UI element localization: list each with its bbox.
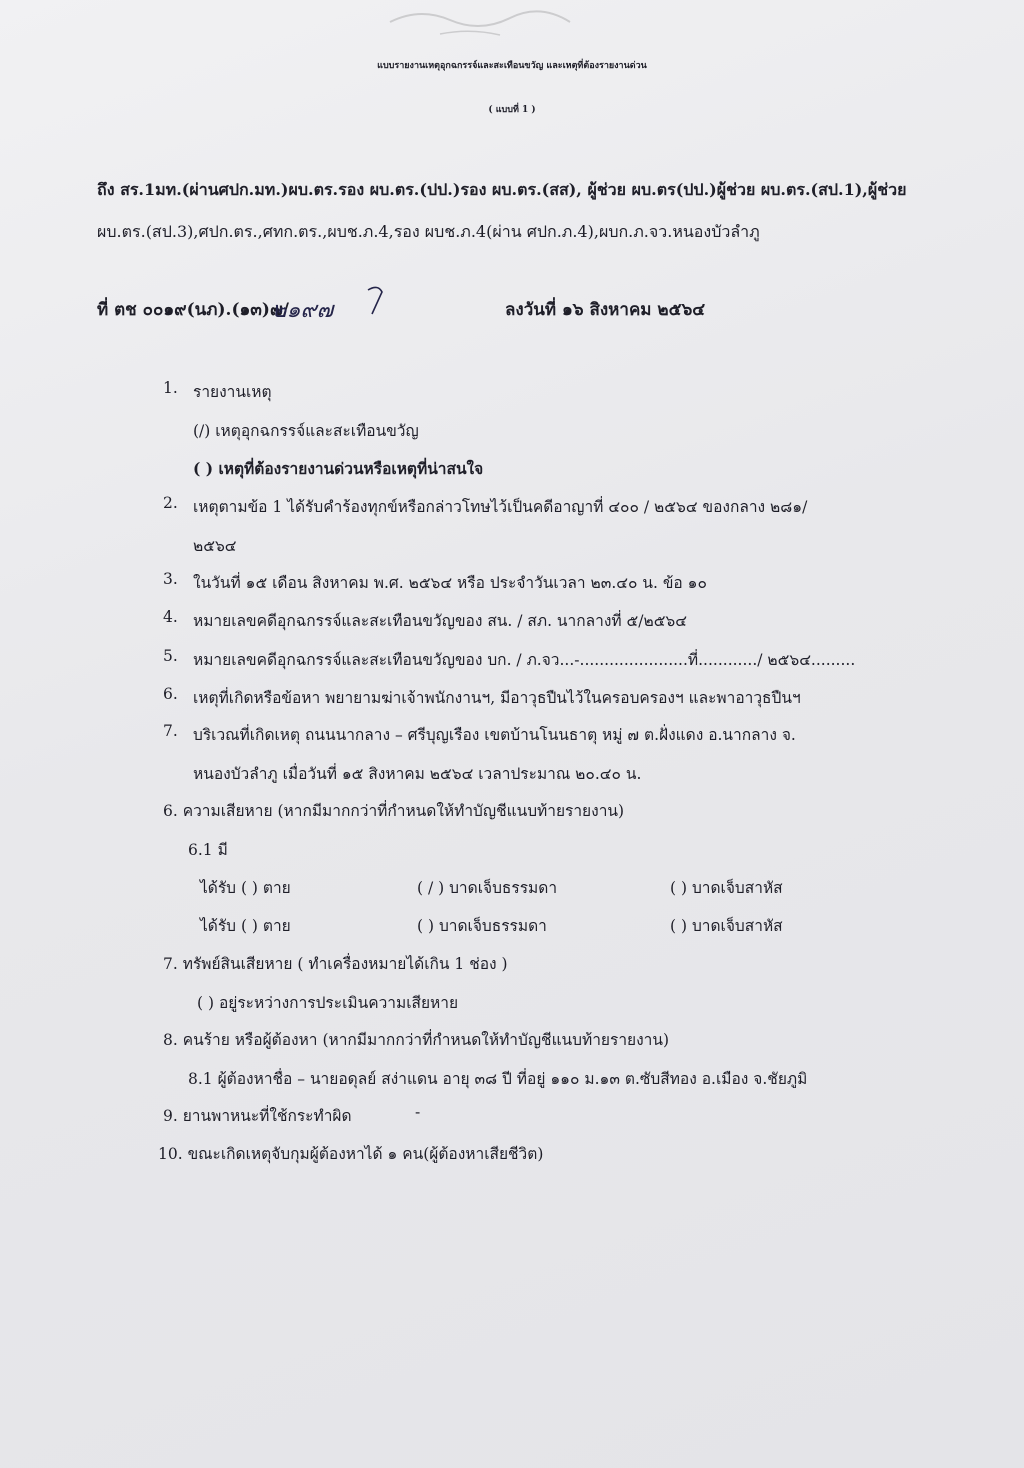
item-7-number: 7. [163,722,178,740]
item-6-text: เหตุที่เกิดหรือข้อหา พยายามฆ่าเจ้าพนักงานฯ, มีอาวุธปืนไว้ในครอบครองฯ และพาอาวุธปืนฯ [193,689,801,707]
faded-stamp-mark [380,2,580,42]
item-4-number: 4. [163,608,178,626]
item-3-text: ในวันที่ ๑๕ เดือน สิงหาคม พ.ศ. ๒๕๖๔ หรือ ประจำวันเวลา ๒๓.๔๐ น. ข้อ ๑๐ [193,574,707,592]
form-title: แบบรายงานเหตุอุกฉกรรจ์และสะเทือนขวัญ และเหตุที่ต้องรายงานด่วน [377,61,647,71]
reference-date: ลงวันที่ ๑๖ สิงหาคม ๒๕๖๔ [505,300,706,320]
item-1-text: รายงานเหตุ [193,383,272,401]
item-3-number: 3. [163,570,178,588]
suspect-detail: 8.1 ผู้ต้องหาชื่อ – นายอดุลย์ สง่าแดน อายุ ๓๘ ปี ที่อยู่ ๑๑๐ ม.๑๓ ต.ซับสีทอง อ.เมือง จ.ชัยภูมิ [188,1070,808,1088]
arrest-text: 10. ขณะเกิดเหตุจับกุมผู้ต้องหาได้ ๑ คน(ผู้ต้องหาเสียชีวิต) [158,1145,544,1163]
item-1-number: 1. [163,379,178,397]
damage-row2-minor-injury: ( ) บาดเจ็บธรรมดา [417,917,547,935]
recipients-line-2: ผบ.ตร.(สป.3),ศปก.ตร.,ศทก.ตร.,ผบช.ภ.4,รอง ผบช.ภ.4(ผ่าน ศปก.ภ.4),ผบก.ภ.จว.หนองบัวลำภู [97,222,760,241]
handwritten-number: ๒๑๙๗ [272,298,334,323]
damage-sub: 6.1 มี [188,841,228,859]
damage-row2-serious-injury: ( ) บาดเจ็บสาหัส [670,917,783,935]
item-1-option-a: (/) เหตุอุกฉกรรจ์และสะเทือนขวัญ [193,422,419,440]
item-2-text-cont: ๒๕๖๔ [193,537,237,555]
item-4-text: หมายเลขคดีอุกฉกรรจ์และสะเทือนขวัญของ สน. / สภ. นากลางที่ ๕/๒๕๖๔ [193,612,688,630]
item-6-number: 6. [163,685,178,703]
item-5-number: 5. [163,647,178,665]
item-5-text: หมายเลขคดีอุกฉกรรจ์และสะเทือนขวัญของ บก. / ภ.จว...-......................ที่............/ ๒๕๖๔......... [193,651,856,669]
recipients-line-1: ถึง สร.1มท.(ผ่านศปก.มท.)ผบ.ตร.รอง ผบ.ตร.(ปป.)รอง ผบ.ตร.(สส), ผู้ช่วย ผบ.ตร(ปป.)ผู้ช่วย ผบ.ตร.(สป.1),ผู้ช่วย [97,180,907,199]
damage-row1-serious-injury: ( ) บาดเจ็บสาหัส [670,879,783,897]
item-7-text-cont: หนองบัวลำภู เมื่อวันที่ ๑๕ สิงหาคม ๒๕๖๔ เวลาประมาณ ๒๐.๔๐ น. [193,765,642,783]
reference-number-prefix: ที่ ตช ๐๐๑๙(นภ).(๑๓)๗/ [97,300,289,320]
damage-row2-death: ได้รับ ( ) ตาย [200,917,291,935]
reference-number [97,296,289,323]
property-option: ( ) อยู่ระหว่างการประเมินความเสียหาย [197,994,459,1012]
damage-row1-minor-injury: ( / ) บาดเจ็บธรรมดา [417,879,558,897]
item-1-option-b: ( ) เหตุที่ต้องรายงานด่วนหรือเหตุที่น่าสนใจ [193,459,484,478]
item-2-number: 2. [163,494,178,512]
vehicle-value: - [415,1103,421,1121]
damage-row1-death: ได้รับ ( ) ตาย [200,879,291,897]
suspect-heading: 8. คนร้าย หรือผู้ต้องหา (หากมีมากกว่าที่กำหนดให้ทำบัญชีแนบท้ายรายงาน) [163,1031,670,1049]
form-subtitle: ( แบบที่ 1 ) [488,105,536,115]
item-7-text: บริเวณที่เกิดเหตุ ถนนนากลาง – ศรีบุญเรือง เขตบ้านโนนธาตุ หมู่ ๗ ต.ฝั่งแดง อ.นากลาง จ. [193,726,796,744]
item-2-text: เหตุตามข้อ 1 ได้รับคำร้องทุกข์หรือกล่าวโทษไว้เป็นคดีอาญาที่ ๔๐๐ / ๒๕๖๔ ของกลาง ๒๘๑/ [193,498,808,516]
property-heading: 7. ทรัพย์สินเสียหาย ( ทำเครื่องหมายได้เกิน 1 ช่อง ) [163,955,508,973]
vehicle-label: 9. ยานพาหนะที่ใช้กระทำผิด [163,1107,352,1125]
damage-heading: 6. ความเสียหาย (หากมีมากกว่าที่กำหนดให้ทำบัญชีแนบท้ายรายงาน) [163,802,625,820]
